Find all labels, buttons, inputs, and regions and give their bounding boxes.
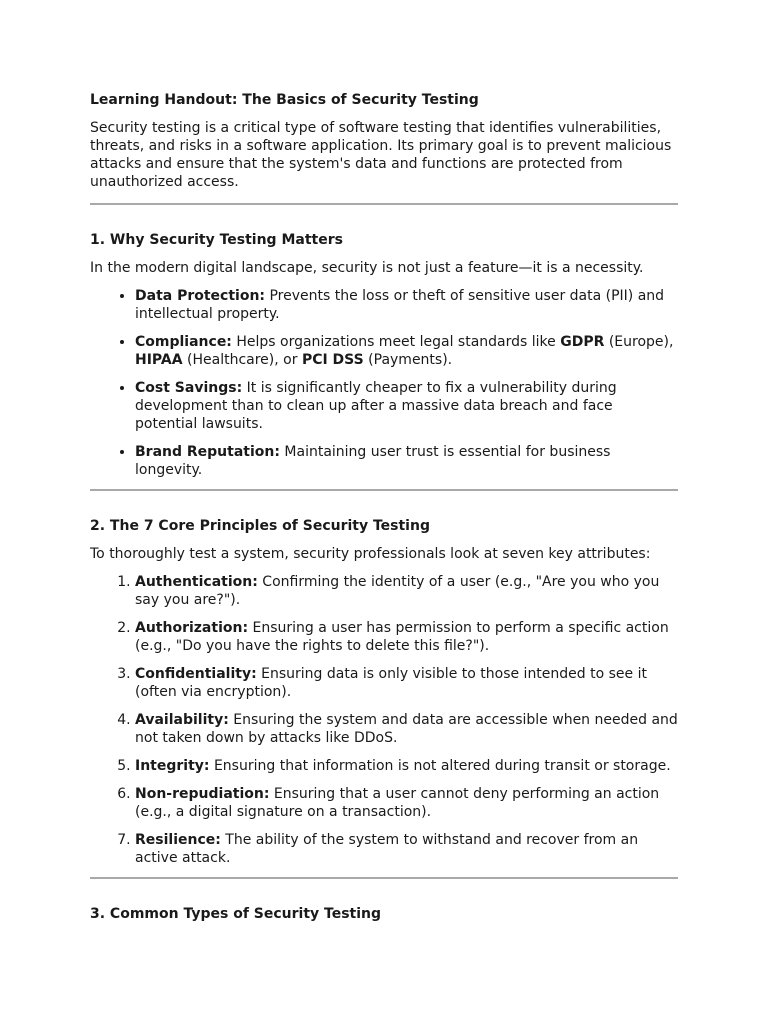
why-list bbox=[90, 287, 678, 479]
section-heading-principles: 2. The 7 Core Principles of Security Testing bbox=[90, 518, 430, 534]
section-divider bbox=[90, 877, 678, 879]
standard-hipaa: HIPAA bbox=[135, 352, 183, 368]
list-item-text: (Europe), bbox=[604, 334, 674, 350]
list-item bbox=[135, 757, 678, 775]
section-heading-why: 1. Why Security Testing Matters bbox=[90, 232, 343, 248]
list-item-term: Integrity: bbox=[135, 758, 210, 774]
principles-list bbox=[90, 573, 678, 867]
list-item-term: Compliance: bbox=[135, 334, 232, 350]
list-item bbox=[135, 333, 678, 369]
document-title: Learning Handout: The Basics of Security Testing bbox=[90, 92, 479, 108]
list-item-text: Prevents the loss or theft of sensitive user data (PII) and intellectual property. bbox=[135, 288, 665, 322]
list-item bbox=[135, 573, 678, 609]
list-item-text: Ensuring that a user cannot deny performing an action (e.g., a digital signature on a transaction). bbox=[135, 786, 660, 820]
list-item bbox=[135, 785, 678, 821]
list-item-term: Non-repudiation: bbox=[135, 786, 270, 802]
list-item-term: Authorization: bbox=[135, 620, 249, 636]
intro-paragraph: Security testing is a critical type of software testing that identifies vulnerabilities, threats, and risks in a software application. Its primary goal is to prevent malicious attacks and ensure that the system's data and functions are protected from unauthorized access. bbox=[90, 120, 672, 190]
section-divider bbox=[90, 203, 678, 205]
list-item bbox=[135, 379, 678, 433]
list-item-term: Authentication: bbox=[135, 574, 258, 590]
list-item-term: Availability: bbox=[135, 712, 229, 728]
list-item bbox=[135, 665, 678, 701]
section-lead-principles: To thoroughly test a system, security professionals look at seven key attributes: bbox=[90, 546, 651, 562]
list-item bbox=[135, 619, 678, 655]
list-item bbox=[135, 287, 678, 323]
list-item bbox=[135, 711, 678, 747]
list-item-text: (Healthcare), or bbox=[182, 352, 302, 368]
list-item-text: The ability of the system to withstand and recover from an active attack. bbox=[135, 832, 639, 866]
list-item-text: Ensuring data is only visible to those intended to see it (often via encryption). bbox=[135, 666, 647, 700]
section-lead-why: In the modern digital landscape, security is not just a feature—it is a necessity. bbox=[90, 260, 644, 276]
list-item-text: It is significantly cheaper to fix a vulnerability during development than to clean up after a massive data breach and face potential lawsuits. bbox=[135, 380, 617, 432]
list-item-text: (Payments). bbox=[363, 352, 453, 368]
list-item-text: Ensuring the system and data are accessible when needed and not taken down by attacks like DDoS. bbox=[135, 712, 678, 746]
list-item-text: Confirming the identity of a user (e.g., "Are you who you say you are?"). bbox=[135, 574, 660, 608]
standard-pci-dss: PCI DSS bbox=[301, 352, 364, 368]
list-item-term: Data Protection: bbox=[135, 288, 266, 304]
section-heading-types: 3. Common Types of Security Testing bbox=[90, 906, 382, 922]
list-item-term: Confidentiality: bbox=[135, 666, 257, 682]
standard-gdpr: GDPR bbox=[560, 334, 605, 350]
section-divider bbox=[90, 489, 678, 491]
list-item-term: Cost Savings: bbox=[135, 380, 243, 396]
list-item-text: Helps organizations meet legal standards like bbox=[231, 334, 561, 350]
list-item bbox=[135, 831, 678, 867]
list-item-text: Ensuring a user has permission to perform a specific action (e.g., "Do you have the rights to delete this file?"). bbox=[135, 620, 669, 654]
list-item-term: Resilience: bbox=[135, 832, 221, 848]
list-item bbox=[135, 443, 678, 479]
list-item-text: Ensuring that information is not altered during transit or storage. bbox=[209, 758, 671, 774]
list-item-text: Maintaining user trust is essential for business longevity. bbox=[135, 444, 611, 478]
list-item-term: Brand Reputation: bbox=[135, 444, 280, 460]
